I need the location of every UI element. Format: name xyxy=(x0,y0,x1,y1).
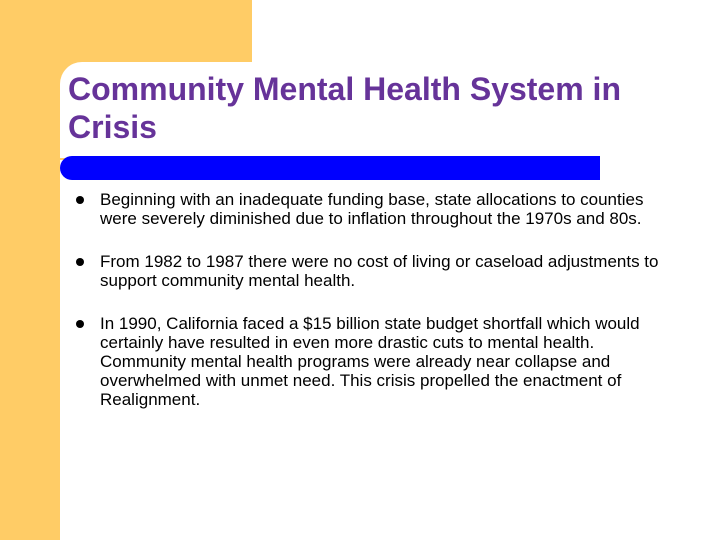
title-underline-bar xyxy=(60,156,600,180)
bullet-text: In 1990, California faced a $15 billion state budget shortfall which would certainly have resulted in even more drastic cuts to mental health. Community mental health programs were already near collapse and overwhelmed with unmet need. This crisis propelled the enactment of Realignment. xyxy=(100,314,640,409)
bullet-dot-icon xyxy=(76,258,84,266)
bullet-item xyxy=(76,314,676,409)
bullet-list xyxy=(76,190,676,433)
bullet-text: From 1982 to 1987 there were no cost of living or caseload adjustments to support community mental health. xyxy=(100,252,659,290)
bullet-item xyxy=(76,252,676,290)
bullet-text: Beginning with an inadequate funding base, state allocations to counties were severely diminished due to inflation throughout the 1970s and 80s. xyxy=(100,190,644,228)
slide-title: Community Mental Health System in Crisis xyxy=(68,71,621,145)
bullet-dot-icon xyxy=(76,320,84,328)
bullet-item xyxy=(76,190,676,228)
bullet-dot-icon xyxy=(76,196,84,204)
